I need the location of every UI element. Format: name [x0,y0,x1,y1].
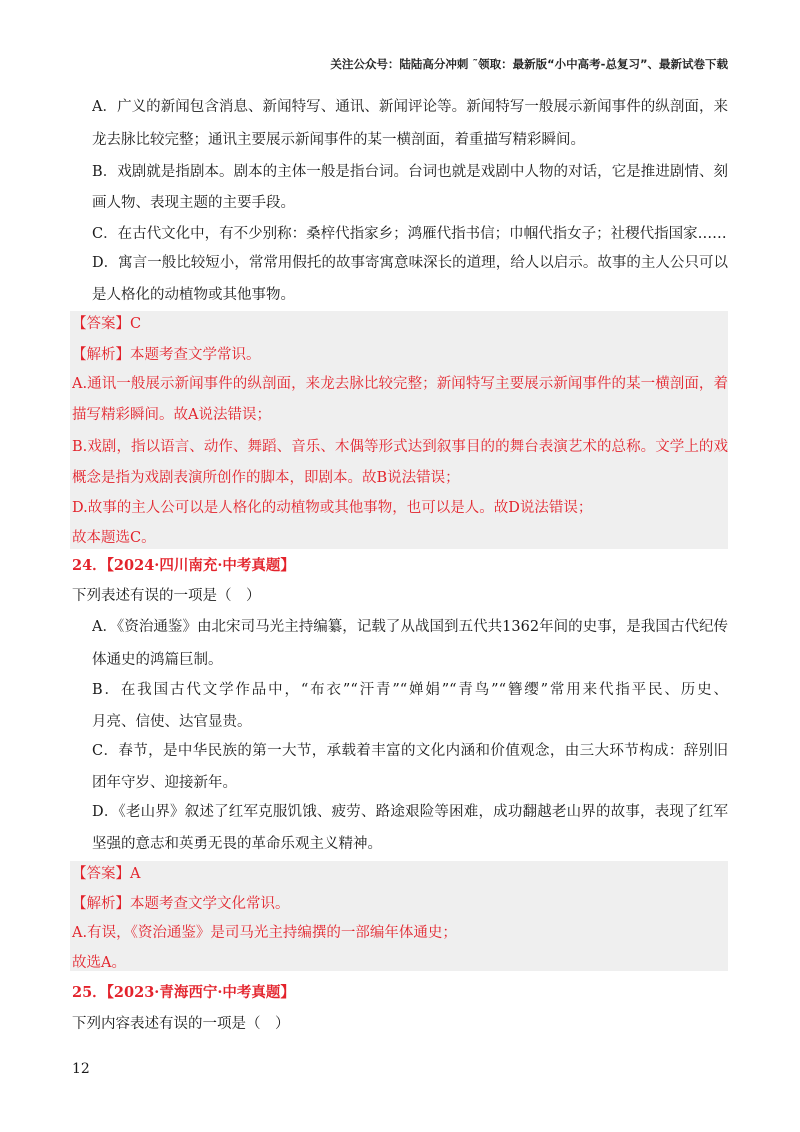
q24-stem: 下列表述有误的一项是（ ） [72,588,261,604]
q24-option-c-line2: 团年守岁、迎接新年。 [92,775,237,791]
page-header: 关注公众号：陆陆高分冲刺 ˜领取：最新版“小中高考-总复习”、最新试卷下载 [330,57,728,71]
q23-option-d-line1: D．寓言一般比较短小，常常用假托的故事寄寓意味深长的道理，给人以启示。故事的主人公只可以 [92,255,728,271]
answer-label: 【答案】 [72,316,130,332]
q23-option-b-line1: B．戏剧就是指剧本。剧本的主体一般是指台词。台词也就是戏剧中人物的对话，它是推进剧情、刻 [92,164,728,180]
q24-option-a-line1: A．《资治通鉴》由北宋司马光主持编纂，记载了从战国到五代共1362年间的史事，是我国古代纪传 [92,619,728,635]
q23-option-a-line1: A．广义的新闻包含消息、新闻特写、通讯、新闻评论等。新闻特写一般展示新闻事件的纵剖面，来 [92,99,728,115]
q24-answer [72,864,140,884]
q23-analysis-line: A.通讯一般展示新闻事件的纵剖面，来龙去脉比较完整；新闻特写主要展示新闻事件的某一横剖面，着 [72,376,728,392]
page-number: 12 [72,1061,90,1077]
q23-option-b-line2: 画人物、表现主题的主要手段。 [92,195,295,211]
analysis-intro-text: 本题考查文学文化常识。 [130,896,290,912]
q23-option-c: C．在古代文化中，有不少别称：桑梓代指家乡；鸿雁代指书信；巾帼代指女子；社稷代指国家…… [92,226,727,242]
q24-analysis-line: 故选A。 [72,955,126,971]
q23-option-a-line2: 龙去脉比较完整；通讯主要展示新闻事件的某一横剖面，着重描写精彩瞬间。 [92,132,585,148]
q24-answer-box [70,861,728,971]
analysis-intro-text: 本题考查文学常识。 [130,347,261,363]
q25-title: 25．【2023·青海西宁·中考真题】 [72,984,295,1001]
q23-analysis-line: 描写精彩瞬间。故A说法错误； [72,407,271,423]
q23-analysis-line: D.故事的主人公可以是人格化的动植物或其他事物，也可以是人。故D说法错误； [72,500,593,516]
q23-answer [72,314,141,334]
q23-analysis-intro [72,345,261,365]
q24-option-b-line1: B．在我国古代文学作品中，“布衣”“汗青”“婵娟”“青鸟”“簪缨”常用来代指平民、历史、 [92,682,728,698]
q24-option-d-line2: 坚强的意志和英勇无畏的革命乐观主义精神。 [92,836,382,852]
q24-option-b-line2: 月亮、信使、达官显贵。 [92,714,252,730]
answer-value: C [130,316,142,332]
q23-option-d-line2: 是人格化的动植物或其他事物。 [92,287,295,303]
q24-analysis-line: A.有误，《资治通鉴》是司马光主持编撰的一部编年体通史； [72,925,457,941]
q24-analysis-intro [72,894,290,914]
q23-analysis-line: 故本题选C。 [72,530,156,546]
q24-option-a-line2: 体通史的鸿篇巨制。 [92,652,223,668]
analysis-label: 【解析】 [72,896,130,912]
answer-label: 【答案】 [72,866,130,882]
q24-title: 24．【2024·四川南充·中考真题】 [72,557,295,574]
analysis-label: 【解析】 [72,347,130,363]
q25-stem: 下列内容表述有误的一项是（ ） [72,1016,290,1032]
q23-analysis-line: B.戏剧，指以语言、动作、舞蹈、音乐、木偶等形式达到叙事目的的舞台表演艺术的总称。文学上的戏 [72,439,728,455]
q23-analysis-line: 概念是指为戏剧表演所创作的脚本，即剧本。故B说法错误； [72,470,460,486]
q24-option-d-line1: D．《老山界》叙述了红军克服饥饿、疲劳、路途艰险等困难，成功翻越老山界的故事，表现了红军 [92,804,728,820]
q24-option-c-line1: C．春节，是中华民族的第一大节，承载着丰富的文化内涵和价值观念，由三大环节构成：辞别旧 [92,743,728,759]
answer-value: A [130,866,141,882]
